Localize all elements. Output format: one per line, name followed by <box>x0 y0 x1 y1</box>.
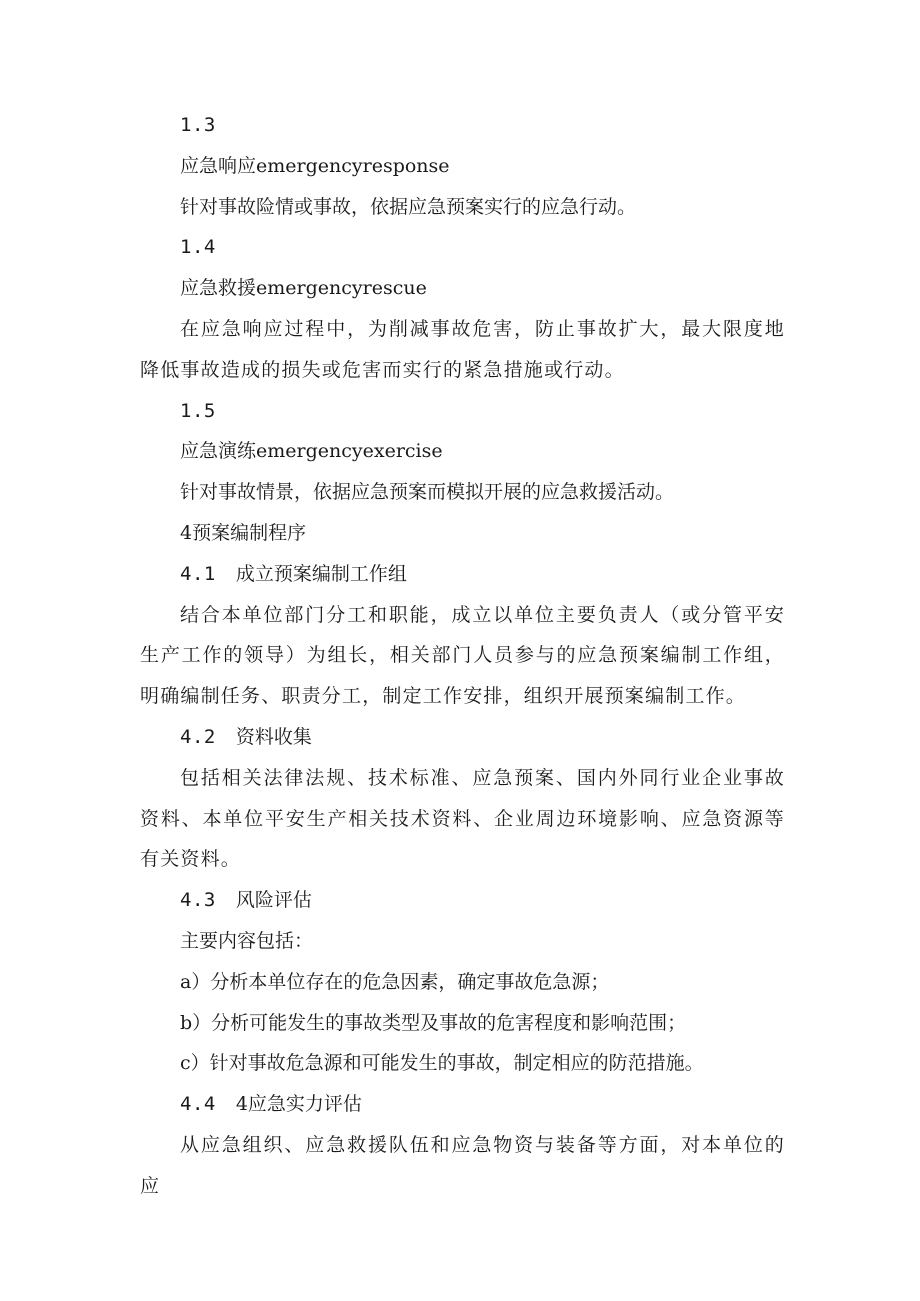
subsection-title: 资料收集 <box>235 725 312 748</box>
subsection-number: 4.4 <box>180 1093 216 1116</box>
subsection-title: 风险评估 <box>235 889 312 912</box>
clause-number <box>140 227 785 268</box>
subsection-number: 4.3 <box>180 889 216 912</box>
paragraph-text: 包括相关法律法规、技术标准、应急预案、国内外同行业企业事故资料、本单位平安生产相关技术资料、企业周边环境影响、应急资源等有关资料。 <box>140 766 785 871</box>
body-paragraph <box>140 758 785 880</box>
paragraph-text: 结合本单位部门分工和职能，成立以单位主要负责人（或分管平安生产工作的领导）为组长，相关部门人员参与的应急预案编制工作组，明确编制任务、职责分工，制定工作安排，组织开展预案编制工作。 <box>140 603 785 708</box>
clause-number-text: 1.4 <box>180 236 216 259</box>
clause-number <box>140 391 785 432</box>
clause-number-text: 1.3 <box>180 114 216 136</box>
definition-text: 针对事故情景，依据应急预案而模拟开展的应急救援活动。 <box>180 481 675 504</box>
section-heading <box>140 513 785 554</box>
list-item-label: c） <box>180 1052 210 1075</box>
subsection-title: 成立预案编制工作组 <box>235 562 407 585</box>
subsection-heading <box>140 554 785 595</box>
subsection-heading <box>140 717 785 758</box>
term-chinese: 应急响应 <box>180 154 257 177</box>
list-item <box>140 1003 785 1044</box>
definition-text: 主要内容包括： <box>180 929 314 952</box>
list-item-text: 分析可能发生的事故类型及事故的危害程度和影响范围； <box>211 1011 687 1034</box>
paragraph-text: 在应急响应过程中，为削减事故危害，防止事故扩大，最大限度地降低事故造成的损失或危害而实行的紧急措施或行动。 <box>140 317 785 381</box>
term-entry <box>140 431 785 472</box>
term-entry <box>140 146 785 187</box>
definition-text: 针对事故险情或事故，依据应急预案实行的应急行动。 <box>180 195 637 218</box>
list-item-label: a） <box>180 970 211 993</box>
section-heading-text: 4预案编制程序 <box>180 521 307 544</box>
term-english: emergencyrescue <box>256 277 427 300</box>
body-paragraph <box>140 1125 785 1207</box>
document-body <box>140 105 785 1207</box>
body-paragraph <box>140 595 785 717</box>
subsection-number: 4.1 <box>180 562 216 585</box>
subsection-title: 4应急实力评估 <box>235 1093 362 1116</box>
list-item-text: 针对事故危急源和可能发生的事故，制定相应的防范措施。 <box>209 1052 704 1075</box>
list-item <box>140 962 785 1003</box>
definition-line <box>140 187 785 228</box>
body-paragraph <box>140 309 785 391</box>
clause-number <box>140 105 785 146</box>
term-entry <box>140 268 785 309</box>
clause-number-text: 1.5 <box>180 399 216 422</box>
subsection-number: 4.2 <box>180 725 216 748</box>
term-chinese: 应急救援 <box>180 277 257 300</box>
list-item-label: b） <box>180 1011 212 1034</box>
term-english: emergencyexercise <box>256 440 443 463</box>
list-item-text: 分析本单位存在的危急因素，确定事故危急源； <box>210 970 610 993</box>
definition-line <box>140 472 785 513</box>
term-english: emergencyresponse <box>256 154 450 177</box>
definition-line <box>140 921 785 962</box>
subsection-heading <box>140 880 785 921</box>
paragraph-text: 从应急组织、应急救援队伍和应急物资与装备等方面，对本单位的应 <box>140 1133 785 1197</box>
list-item <box>140 1043 785 1084</box>
term-chinese: 应急演练 <box>180 440 257 463</box>
subsection-heading <box>140 1084 785 1125</box>
